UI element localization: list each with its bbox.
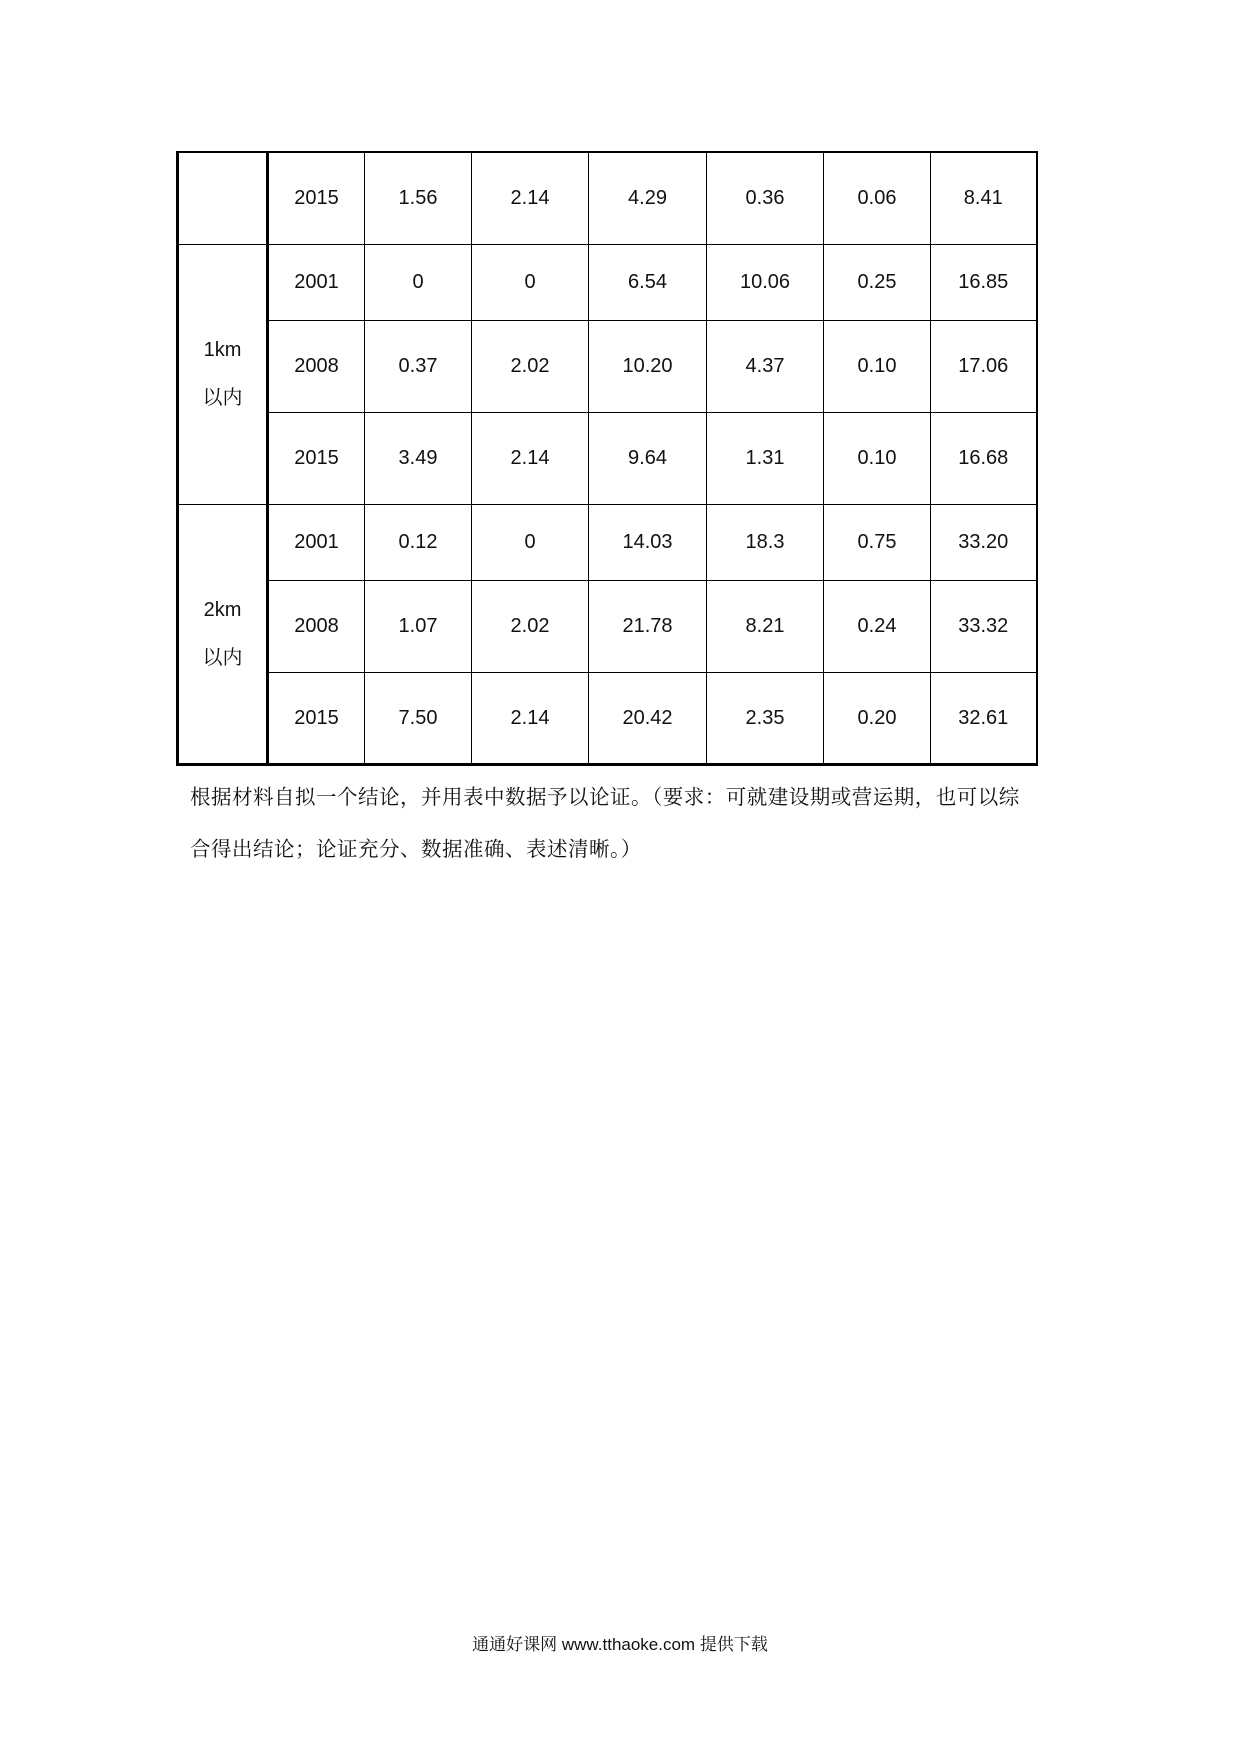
year-cell: 2015	[268, 152, 365, 244]
value-cell: 0.06	[824, 152, 931, 244]
year-cell: 2001	[268, 244, 365, 320]
value-cell: 14.03	[589, 504, 707, 580]
value-cell: 9.64	[589, 412, 707, 504]
value-cell: 16.68	[931, 412, 1037, 504]
year-cell: 2015	[268, 672, 365, 764]
year-cell: 2015	[268, 412, 365, 504]
value-cell: 10.20	[589, 320, 707, 412]
value-cell: 0.37	[365, 320, 472, 412]
value-cell: 6.54	[589, 244, 707, 320]
table-row	[178, 672, 1037, 764]
value-cell: 17.06	[931, 320, 1037, 412]
value-cell: 2.14	[472, 412, 589, 504]
value-cell: 1.07	[365, 580, 472, 672]
year-cell: 2008	[268, 580, 365, 672]
question-line-2: 合得出结论；论证充分、数据准确、表述清晰。）	[190, 838, 642, 861]
group-label-cell	[178, 152, 268, 244]
value-cell: 0.25	[824, 244, 931, 320]
table-row	[178, 504, 1037, 580]
value-cell: 33.32	[931, 580, 1037, 672]
value-cell: 8.21	[707, 580, 824, 672]
data-table	[176, 151, 1038, 766]
value-cell: 16.85	[931, 244, 1037, 320]
group-label-line: 2km	[203, 598, 242, 621]
value-cell: 7.50	[365, 672, 472, 764]
group-label-line: 1km	[203, 339, 242, 361]
value-cell: 0.10	[824, 320, 931, 412]
value-cell: 0.75	[824, 504, 931, 580]
value-cell: 2.02	[472, 580, 589, 672]
table-row	[178, 320, 1037, 412]
value-cell: 0	[472, 504, 589, 580]
group-label-cell	[178, 244, 268, 504]
value-cell: 0.10	[824, 412, 931, 504]
value-cell: 0	[472, 244, 589, 320]
value-cell: 0.24	[824, 580, 931, 672]
table-row	[178, 244, 1037, 320]
page-footer: 通通好课网 www.tthaoke.com 提供下载	[472, 1635, 768, 1654]
year-cell: 2001	[268, 504, 365, 580]
value-cell: 2.02	[472, 320, 589, 412]
value-cell: 20.42	[589, 672, 707, 764]
value-cell: 33.20	[931, 504, 1037, 580]
value-cell: 2.35	[707, 672, 824, 764]
value-cell: 2.14	[472, 672, 589, 764]
table-row	[178, 152, 1037, 244]
value-cell: 1.31	[707, 412, 824, 504]
year-cell: 2008	[268, 320, 365, 412]
value-cell: 10.06	[707, 244, 824, 320]
value-cell: 0.36	[707, 152, 824, 244]
table-row	[178, 580, 1037, 672]
value-cell: 3.49	[365, 412, 472, 504]
value-cell: 8.41	[931, 152, 1037, 244]
value-cell: 4.37	[707, 320, 824, 412]
table-body	[178, 152, 1037, 764]
value-cell: 0.12	[365, 504, 472, 580]
value-cell: 1.56	[365, 152, 472, 244]
group-label-cell	[178, 504, 268, 764]
table-row	[178, 412, 1037, 504]
question-line-1: 根据材料自拟一个结论，并用表中数据予以论证。（要求：可就建设期或营运期，也可以综	[190, 786, 1020, 809]
value-cell: 21.78	[589, 580, 707, 672]
value-cell: 32.61	[931, 672, 1037, 764]
value-cell: 4.29	[589, 152, 707, 244]
value-cell: 0.20	[824, 672, 931, 764]
value-cell: 18.3	[707, 504, 824, 580]
question-text	[190, 772, 1070, 876]
value-cell: 2.14	[472, 152, 589, 244]
group-label-line: 以内	[202, 646, 243, 669]
group-label-line: 以内	[202, 387, 243, 409]
value-cell: 0	[365, 244, 472, 320]
